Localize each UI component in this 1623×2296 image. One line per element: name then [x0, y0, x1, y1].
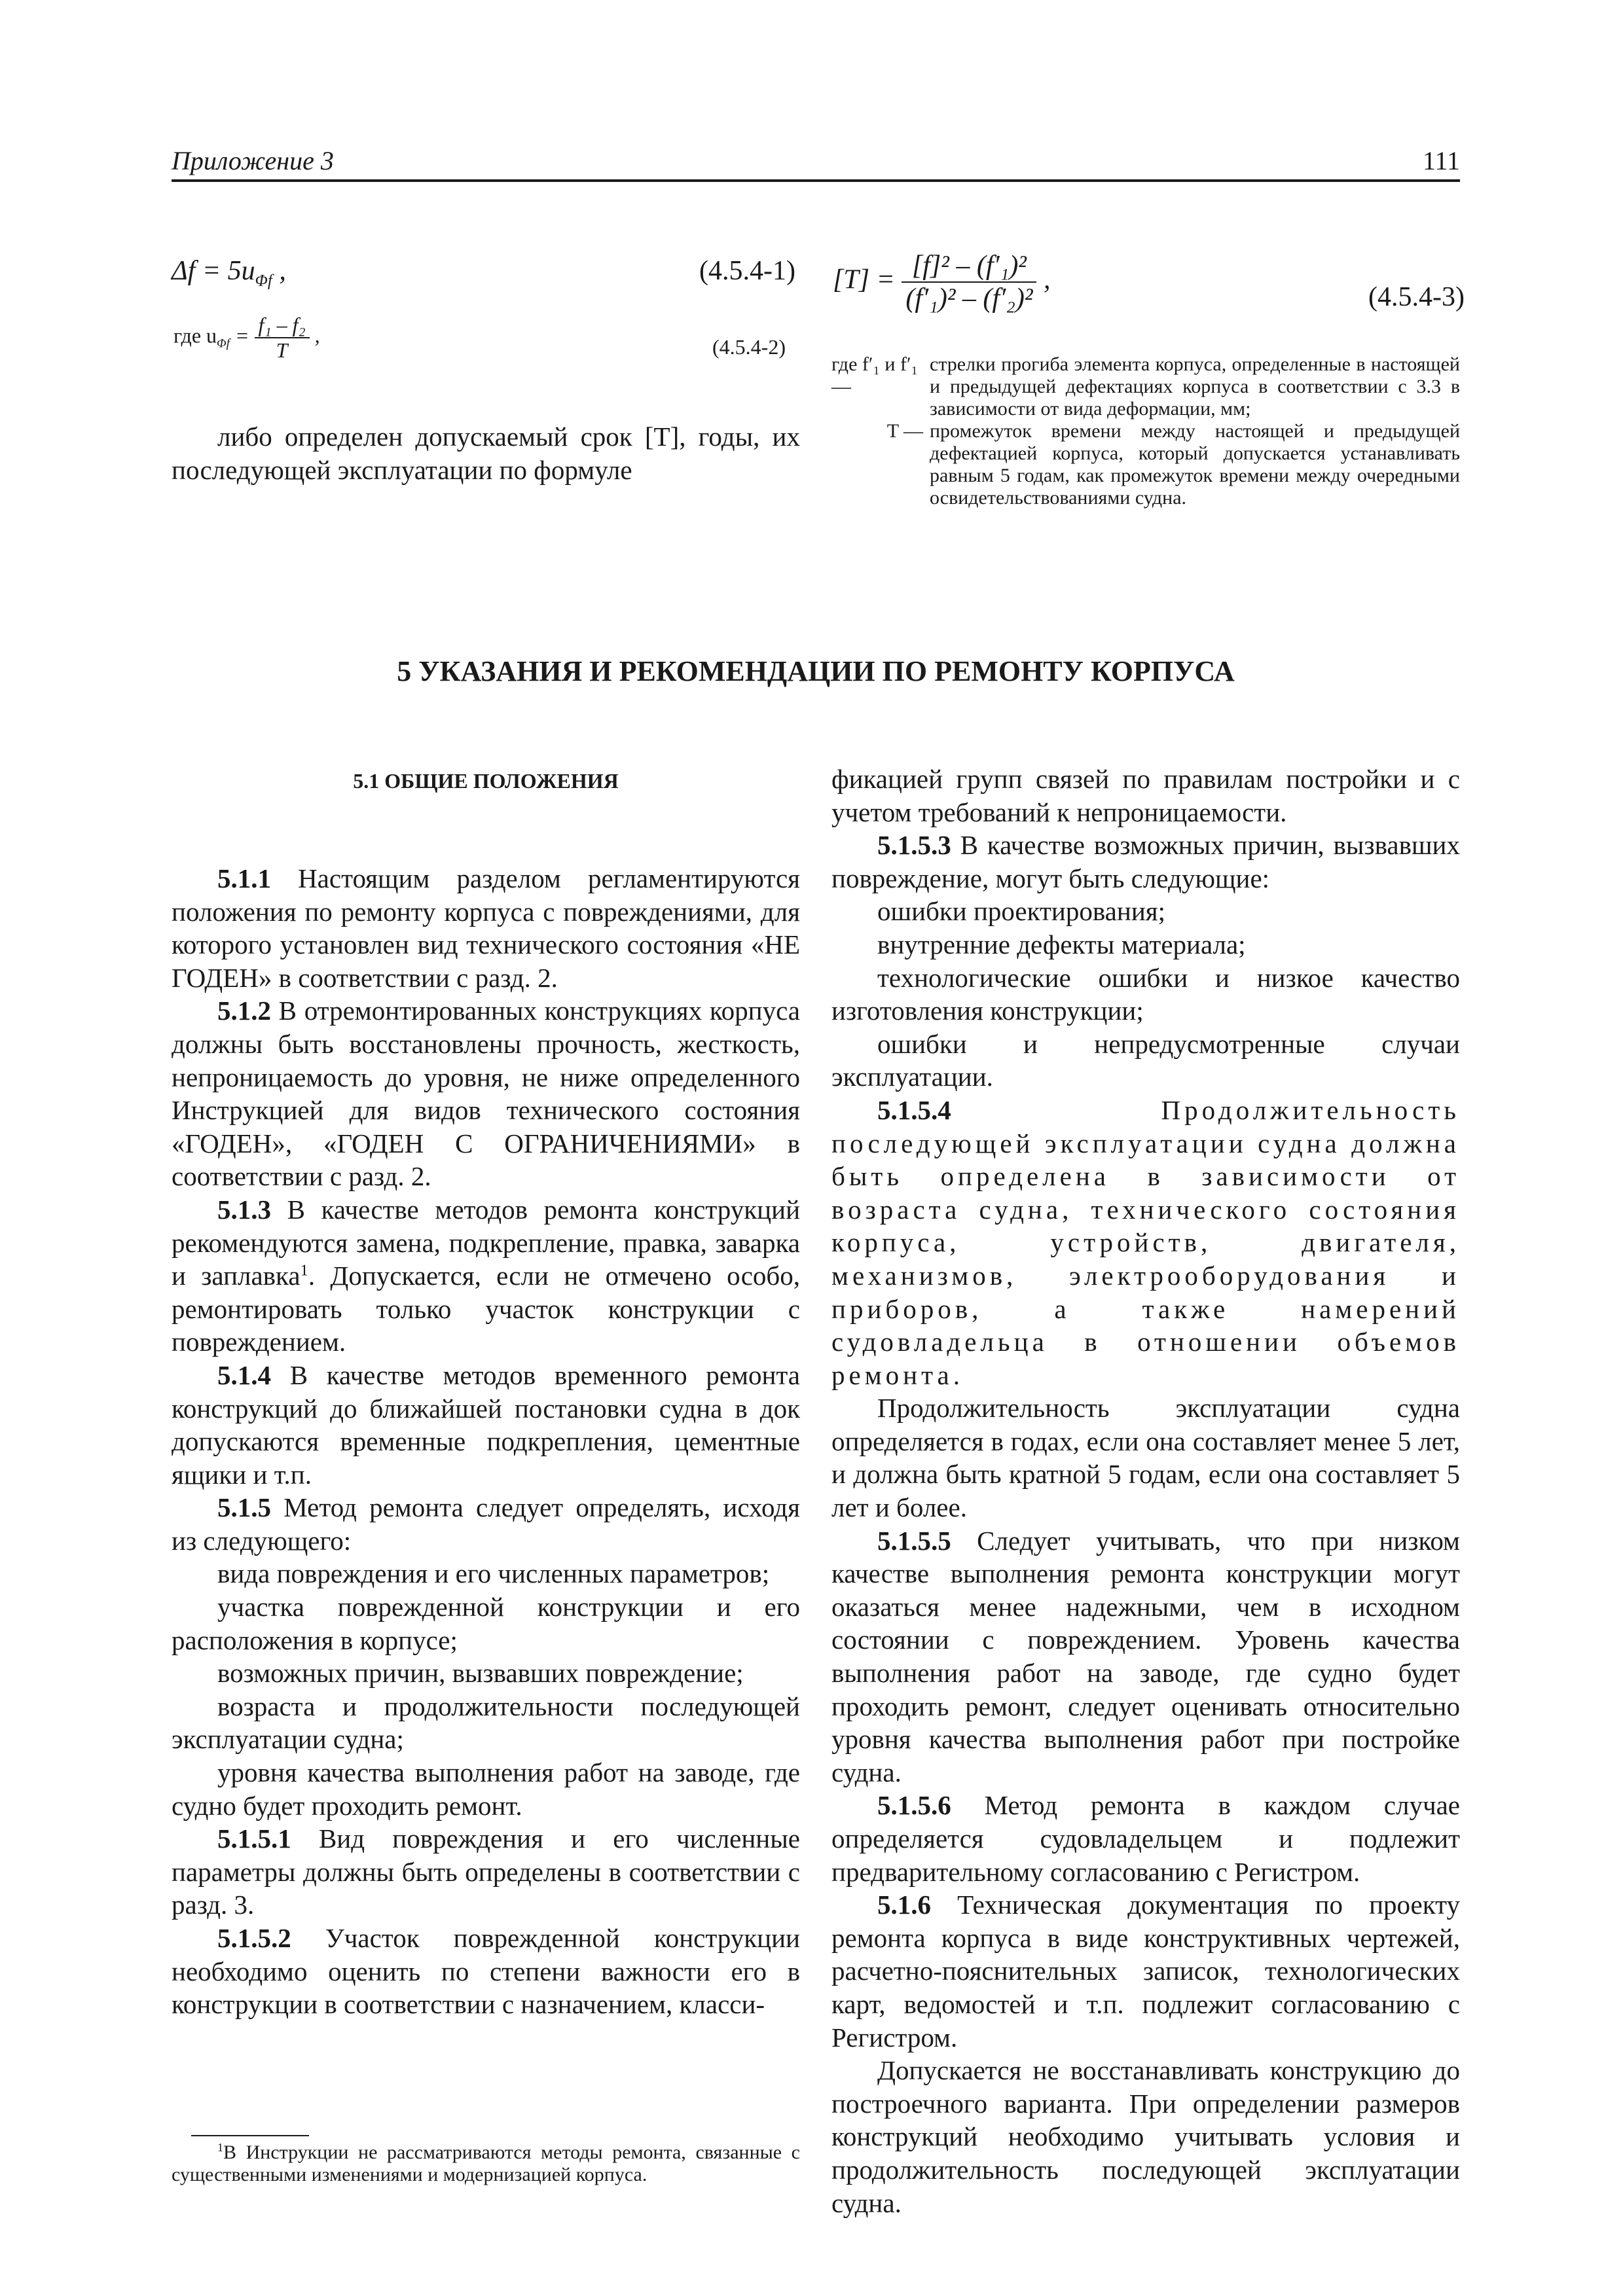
- list-item: возраста и продолжительности последующей эксплуатации судна;: [172, 1691, 800, 1755]
- page-number: 111: [1422, 146, 1460, 175]
- left-top-paragraph: либо определен допускаемый срок [T], годы, их последующей эксплуатации по формуле: [172, 422, 800, 485]
- paragraph-516b: Допускается не восстанавливать конструкцию до построечного варианта. При определении размеров конструкций необходимо учитывать условия и продолжительность последующей эксплуатации судна.: [831, 2055, 1460, 2218]
- section-title: 5 УКАЗАНИЯ И РЕКОМЕНДАЦИИ ПО РЕМОНТУ КОРПУСА: [397, 655, 1235, 687]
- list-item: возможных причин, вызвавших повреждение;: [217, 1658, 744, 1689]
- right-column: [831, 762, 1460, 2219]
- left-column: [172, 862, 800, 2021]
- footnote-rule: [191, 2135, 309, 2136]
- list-item: внутренние дефекты материала;: [877, 929, 1246, 960]
- paragraph-515: 5.1.5 Метод ремонта следует определять, исходя из следующего:: [172, 1492, 801, 1556]
- list-item: ошибки проектирования;: [877, 896, 1166, 927]
- equation-number-4541: (4.5.4-1): [699, 256, 795, 286]
- paragraph-continuation: фикацией групп связей по правилам постройки и с учетом требований к непроницаемости.: [831, 764, 1460, 827]
- paragraph-5151: 5.1.5.1 Вид повреждения и его численные параметры должны быть определены в соответствии с разд. 3.: [172, 1823, 800, 1920]
- paragraph-516: 5.1.6 Техническая документация по проекту ремонта корпуса в виде конструктивных чертежей, расчетно-пояснительных записок, технологических карт, ведомостей и т.п. подлежит согласованию с Регистром.: [831, 1890, 1461, 2053]
- formula-4542: где $u_{\Phi f}$ = $\frac{\text{f₁ – f₂}}{T}$ ,: [173, 313, 320, 362]
- fraction: $\frac{\text{[f]² – (f′₁)²}}{\text{(f′₁)² – (f′₂)²}}$: [902, 250, 1036, 314]
- equation-number-4543: (4.5.4-3): [1368, 282, 1465, 312]
- header-section-label: Приложение 3: [172, 146, 334, 175]
- formula-4541: $\Delta f = 5u_{\Phi f}$ ,: [172, 256, 286, 290]
- paragraph-5152: 5.1.5.2 Участок поврежденной конструкции необходимо оценить по степени важности его в конструкции в соответствии с назначением, класси-: [172, 1923, 800, 2020]
- paragraph-513: 5.1.3 В качестве методов ремонта конструкций рекомендуются замена, подкрепление, правка, заварка и заплавка$^1$. Допускается, если не отмечено особо, ремонтировать только участок конструкции с повреждением.: [172, 1194, 801, 1357]
- formula-notes: [831, 353, 1460, 509]
- list-item: вида повреждения и его численных параметров;: [217, 1558, 770, 1589]
- subsection-title: 5.1 ОБЩИЕ ПОЛОЖЕНИЯ: [353, 769, 619, 793]
- equation-number-4542: (4.5.4-2): [712, 335, 786, 359]
- paragraph-5154: 5.1.5.4 Продолжительность последующей эксплуатации судна должна быть определена в зависимости от возраста судна, технического состояния корпуса, устройств, двигателя, механизмов, электрооборудования и приборов, а также намерений судовладельца в отношении объемов ремонта.: [831, 1094, 1460, 1390]
- list-item: уровня качества выполнения работ на заводе, где судно будет проходить ремонт.: [172, 1757, 800, 1821]
- paragraph-512: 5.1.2 В отремонтированных конструкциях корпуса должны быть восстановлены прочность, жесткость, непроницаемость до уровня, не ниже определенного Инструкцией для видов технического состояния «ГОДЕН», «ГОДЕН С ОГРАНИЧЕНИЯМИ» в соответствии с разд. 2.: [172, 996, 800, 1192]
- paragraph-511: 5.1.1 Настоящим разделом регламентируются положения по ремонту корпуса с повреждениями, для которого установлен вид технического состояния «НЕ ГОДЕН» в соответствии с разд. 2.: [172, 863, 800, 993]
- paragraph-5155: 5.1.5.5 Следует учитывать, что при низком качестве выполнения ремонта конструкции могут оказаться менее надежными, чем в исходном состоянии с повреждением. Уровень качества выполнения работ на заводе, где судно будет проходить ремонт, следует оценивать относительно уровня качества выполнения работ при постройке судна.: [831, 1525, 1460, 1787]
- formula-4543: [T] = $\frac{\text{[f]² – (f′₁)²}}{\text{(f′₁)² – (f′₂)²}}$ ,: [833, 251, 1051, 314]
- list-item: участка поврежденной конструкции и его расположения в корпусе;: [172, 1592, 800, 1655]
- list-item: технологические ошибки и низкое качество изготовления конструкции;: [831, 962, 1460, 1026]
- paragraph-514: 5.1.4 В качестве методов временного ремонта конструкций до ближайшей постановки судна в док допускаются временные подкрепления, цементные ящики и т.п.: [172, 1359, 801, 1490]
- footnote-ref: 1: [300, 1261, 308, 1280]
- paragraph-5154b: Продолжительность эксплуатации судна определяется в годах, если она составляет менее 5 лет, и должна быть кратной 5 годам, если она составляет 5 лет и более.: [831, 1393, 1460, 1523]
- paragraph-5156: 5.1.5.6 Метод ремонта в каждом случае определяется судовладельцем и подлежит предварительному согласованию с Регистром.: [831, 1790, 1460, 1887]
- footnote: $^1$В Инструкции не рассматриваются методы ремонта, связанные с существенными изменениями и модернизацией корпуса.: [172, 2141, 800, 2185]
- page-header: [172, 145, 1460, 182]
- paragraph-5153: 5.1.5.3 В качестве возможных причин, вызвавших повреждение, могут быть следующие:: [831, 830, 1460, 893]
- list-item: ошибки и непредусмотренные случаи эксплуатации.: [831, 1028, 1460, 1092]
- fraction: $\frac{\text{f₁ – f₂}}{T}$: [255, 313, 310, 363]
- note-f-deflection: где f′₁ и f′₁ — стрелки прогиба элемента корпуса, определенные в настоящей и предыдущей дефектациях корпуса в соответствии с 3.3 в зависимости от вида деформации, мм;: [831, 353, 1460, 420]
- note-t-interval: T — промежуток времени между настоящей и предыдущей дефектацией корпуса, который допускается устанавливать равным 5 годам, как промежуток времени между очередными освидетельствованиями судна.: [886, 420, 1460, 509]
